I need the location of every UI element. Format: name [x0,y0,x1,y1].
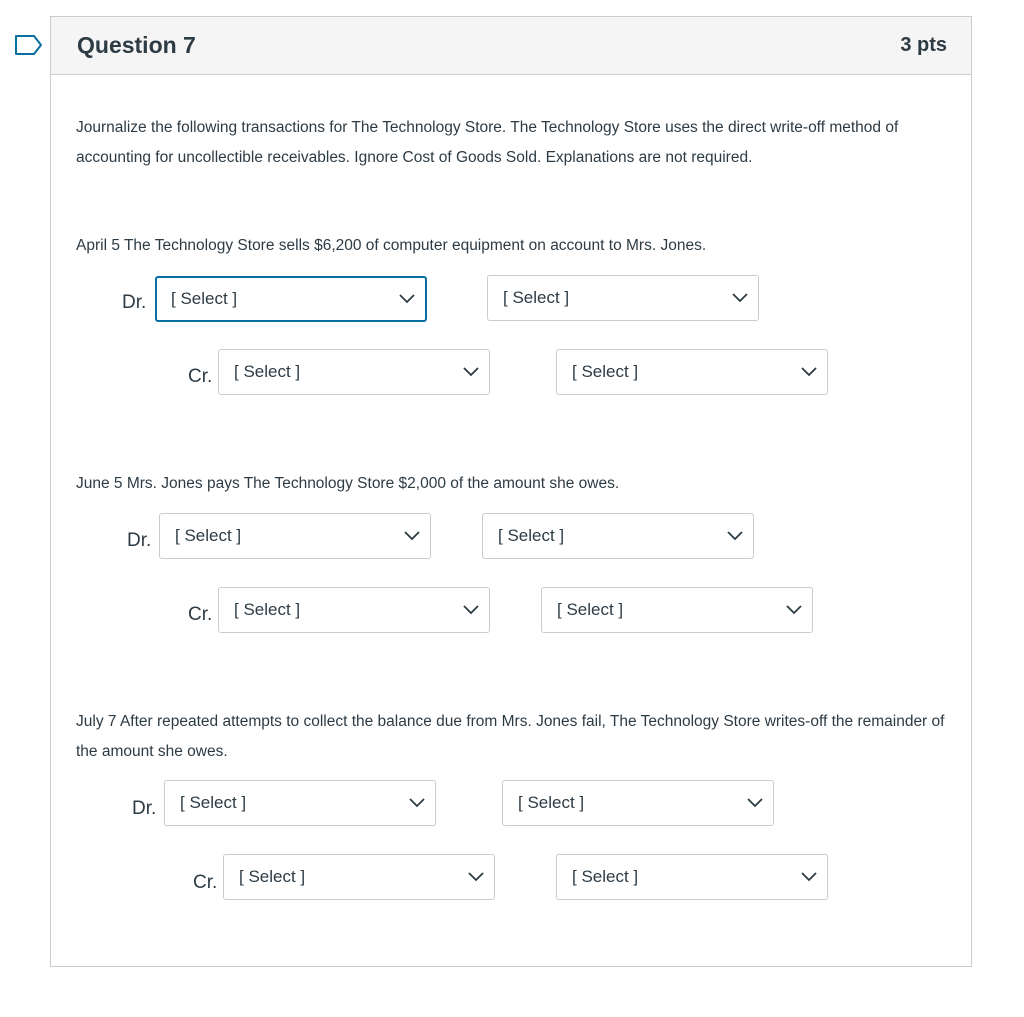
chevron-down-icon [732,293,748,303]
select-value: [ Select ] [572,867,639,886]
transaction-june-5-text: June 5 Mrs. Jones pays The Technology Store $2,000 of the amount she owes. [76,475,620,492]
select-value: [ Select ] [498,526,565,545]
chevron-down-icon [399,294,415,304]
transaction-july-7-text: July 7 After repeated attempts to collect the balance due from Mrs. Jones fail, The Technology Store writes-off the remainder of the amount she owes. [76,713,945,760]
credit-label: Cr. [188,604,213,625]
question-card [50,16,972,967]
select-value: [ Select ] [171,289,238,308]
chevron-down-icon [727,531,743,541]
june-5-debit-amount-select[interactable] [482,513,754,559]
chevron-down-icon [404,531,420,541]
select-value: [ Select ] [234,600,301,619]
bookmark-flag-icon[interactable] [14,34,44,56]
chevron-down-icon [463,367,479,377]
select-value: [ Select ] [180,793,247,812]
chevron-down-icon [463,605,479,615]
select-value: [ Select ] [239,867,306,886]
april-5-debit-account-select[interactable] [155,276,427,322]
april-5-credit-amount-select[interactable] [556,349,828,395]
select-value: [ Select ] [175,526,242,545]
credit-label: Cr. [188,366,213,387]
april-5-credit-account-select[interactable] [218,349,490,395]
chevron-down-icon [409,798,425,808]
july-7-credit-amount-select[interactable] [556,854,828,900]
july-7-debit-account-select[interactable] [164,780,436,826]
transaction-april-5-text: April 5 The Technology Store sells $6,200 of computer equipment on account to Mrs. Jones. [76,237,707,254]
june-5-debit-account-select[interactable] [159,513,431,559]
question-intro: Journalize the following transactions for The Technology Store. The Technology Store uses the direct write-off method of accounting for uncollectible receivables. Ignore Cost of Goods Sold. Explanations are not required. [76,119,899,166]
select-value: [ Select ] [557,600,624,619]
june-5-credit-account-select[interactable] [218,587,490,633]
question-points: 3 pts [900,34,947,56]
select-value: [ Select ] [518,793,585,812]
debit-label: Dr. [127,530,152,551]
july-7-credit-account-select[interactable] [223,854,495,900]
chevron-down-icon [786,605,802,615]
july-7-debit-amount-select[interactable] [502,780,774,826]
chevron-down-icon [801,872,817,882]
credit-label: Cr. [193,872,218,893]
select-value: [ Select ] [572,362,639,381]
question-header [51,17,971,75]
chevron-down-icon [468,872,484,882]
select-value: [ Select ] [503,288,570,307]
question-title: Question 7 [77,32,196,58]
chevron-down-icon [747,798,763,808]
june-5-credit-amount-select[interactable] [541,587,813,633]
debit-label: Dr. [122,292,147,313]
april-5-debit-amount-select[interactable] [487,275,759,321]
chevron-down-icon [801,367,817,377]
debit-label: Dr. [132,798,157,819]
select-value: [ Select ] [234,362,301,381]
